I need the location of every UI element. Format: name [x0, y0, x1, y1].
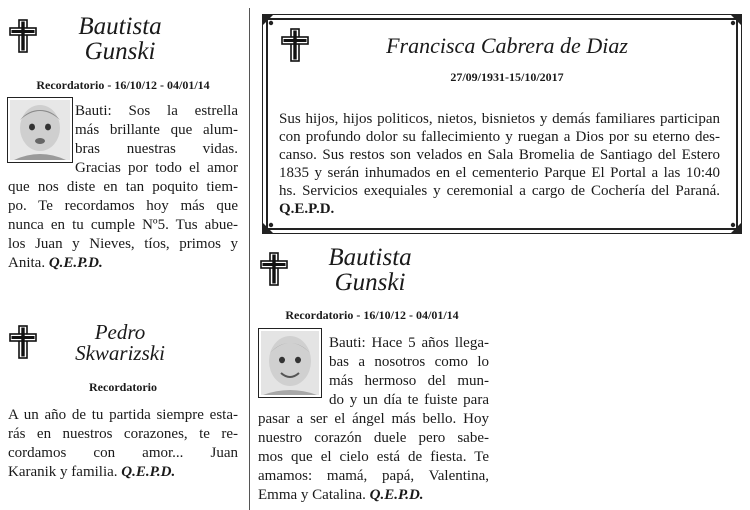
name-last: Skwarizski — [75, 341, 165, 365]
text-line: cordamos con amor... Juan — [8, 445, 238, 461]
text-line-last — [8, 463, 238, 482]
notice-text-full — [8, 159, 238, 273]
qepd: Q.E.P.D. — [48, 255, 103, 271]
column-divider — [249, 8, 250, 510]
notice-text-full — [8, 406, 238, 482]
notice-subtitle: Recordatorio — [89, 380, 157, 394]
deceased-name — [50, 14, 190, 64]
text-fragment: Emma y Catalina. — [258, 487, 366, 503]
text-line: bras nuestras vidas. — [75, 141, 238, 157]
deceased-name — [50, 322, 190, 364]
text-line: po. Te recordamos hoy más que — [8, 198, 238, 214]
name-first: Pedro — [94, 320, 146, 344]
baby-photo — [7, 97, 73, 163]
corner-ornament — [262, 218, 278, 234]
notice-subtitle: Recordatorio - 16/10/12 - 04/01/14 — [36, 78, 210, 92]
text-line: rás en nuestros corazones, te re- — [8, 426, 238, 442]
text-line: más hermoso del mun- — [329, 373, 489, 389]
corner-ornament — [726, 14, 742, 30]
text-line: Bauti: Hace 5 años llega- — [329, 335, 489, 351]
text-line: amamos: mamá, papá, Valentina, — [258, 468, 489, 484]
text-line: nunca en tu cumple Nº5. Tus abue- — [8, 217, 238, 233]
text-line: los Juan y Nieves, tíos, primos y — [8, 236, 238, 252]
deceased-name — [300, 245, 440, 295]
text-fragment: Anita. — [8, 255, 46, 271]
name-first: Bautista — [328, 244, 412, 271]
text-line-last — [8, 254, 238, 273]
text-line: Gracias por todo el amor — [75, 160, 238, 176]
text-line: nuestro corazón duele pero sabe- — [258, 430, 489, 446]
text-line: bas a nosotros como lo — [329, 354, 489, 370]
notice-text-full — [258, 410, 489, 505]
text-line: con profundo dolor su fallecimiento y ruegan a Dios por su eterno des- — [279, 129, 720, 145]
notice-text-right — [75, 102, 238, 159]
text-line: hs. Servicios exequiales y ceremonial a cargo de Cochería del Paraná. — [279, 183, 720, 199]
text-line: 1835 y serán inhumados en el cementerio Parque El Portal a las 10:40 — [279, 165, 720, 181]
text-line: Bauti: Sos la estrella — [75, 103, 238, 119]
text-fragment: Karanik y familia. — [8, 464, 118, 480]
corner-ornament — [262, 14, 278, 30]
text-line: Sus hijos, hijos politicos, nietos, bisnietos y demás familiares participan — [279, 111, 720, 127]
baby-photo — [258, 328, 322, 398]
notice-text-right — [329, 334, 489, 410]
notice-text-full — [279, 110, 720, 218]
text-line-last — [258, 486, 489, 505]
text-line: pasar a ser el ángel más bello. Hoy — [258, 411, 489, 427]
cross-icon — [8, 19, 38, 53]
qepd: Q.E.P.D. — [279, 201, 335, 217]
qepd: Q.E.P.D. — [369, 487, 424, 503]
cross-icon — [280, 28, 310, 62]
text-line: A un año de tu partida siempre esta- — [8, 407, 238, 423]
cross-icon — [8, 325, 38, 359]
text-line: canso. Sus restos son velados en Sala Bromelia de Santiago del Estero — [279, 147, 720, 163]
cross-icon — [259, 252, 289, 286]
notice-subtitle: Recordatorio - 16/10/12 - 04/01/14 — [285, 308, 459, 322]
qepd: Q.E.P.D. — [121, 464, 176, 480]
text-line: do y un día te fuiste para — [329, 392, 489, 408]
name-first: Bautista — [78, 13, 162, 40]
name-last: Gunski — [334, 269, 406, 296]
corner-ornament — [726, 218, 742, 234]
name-last: Gunski — [84, 38, 156, 65]
deceased-name: Francisca Cabrera de Diaz — [386, 33, 628, 58]
text-line: que nos diste en tan poquito tiem- — [8, 179, 238, 195]
text-line: mos que el cielo está de fiesta. Te — [258, 449, 489, 465]
notice-dates: 27/09/1931-15/10/2017 — [450, 70, 564, 84]
text-line: más brillante que alum- — [75, 122, 238, 138]
